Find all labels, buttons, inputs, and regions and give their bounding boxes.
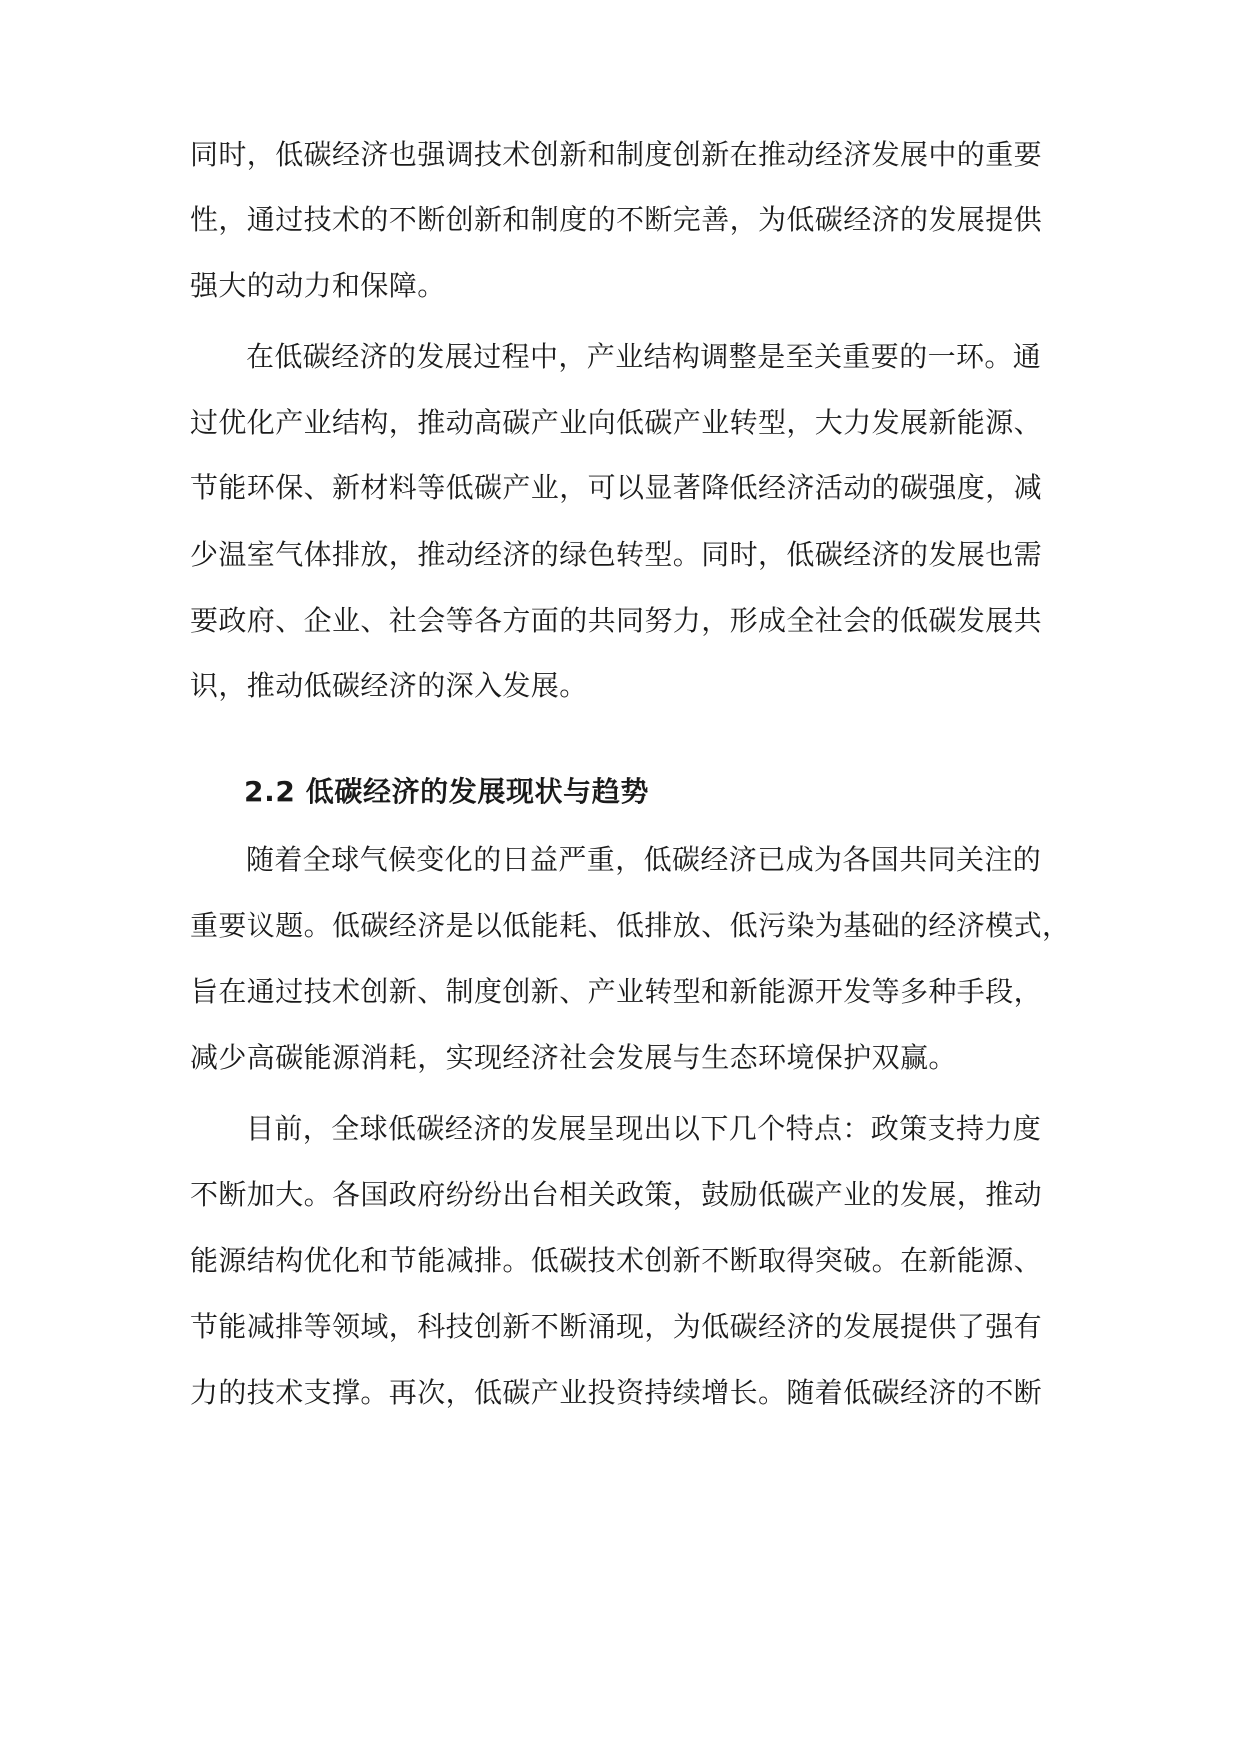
text-line: 力的技术支撑。再次，低碳产业投资持续增长。随着低碳经济的不断 — [190, 1376, 1043, 1409]
text-line: 重要议题。低碳经济是以低能耗、低排放、低污染为基础的经济模式， — [190, 909, 1070, 942]
text-line: 在低碳经济的发展过程中，产业结构调整是至关重要的一环。通 — [246, 340, 1042, 373]
text-line: 不断加大。各国政府纷纷出台相关政策，鼓励低碳产业的发展，推动 — [190, 1178, 1043, 1211]
text-line: 性，通过技术的不断创新和制度的不断完善，为低碳经济的发展提供 — [190, 203, 1043, 236]
text-line: 强大的动力和保障。 — [190, 269, 446, 302]
text-line: 节能减排等领域，科技创新不断涌现，为低碳经济的发展提供了强有 — [190, 1310, 1043, 1343]
text-line: 识，推动低碳经济的深入发展。 — [190, 669, 588, 702]
text-line: 同时，低碳经济也强调技术创新和制度创新在推动经济发展中的重要 — [190, 138, 1043, 171]
text-line: 减少高碳能源消耗，实现经济社会发展与生态环境保护双赢。 — [190, 1041, 957, 1074]
text-line: 能源结构优化和节能减排。低碳技术创新不断取得突破。在新能源、 — [190, 1244, 1043, 1277]
text-line: 目前，全球低碳经济的发展呈现出以下几个特点：政策支持力度 — [246, 1112, 1042, 1145]
section-heading: 2.2 低碳经济的发展现状与趋势 — [244, 775, 649, 808]
text-line: 要政府、企业、社会等各方面的共同努力，形成全社会的低碳发展共 — [190, 604, 1043, 637]
text-line: 节能环保、新材料等低碳产业，可以显著降低经济活动的碳强度，减 — [190, 471, 1043, 504]
text-line: 少温室气体排放，推动经济的绿色转型。同时，低碳经济的发展也需 — [190, 538, 1043, 571]
text-line: 随着全球气候变化的日益严重，低碳经济已成为各国共同关注的 — [246, 843, 1042, 876]
text-line: 旨在通过技术创新、制度创新、产业转型和新能源开发等多种手段， — [190, 975, 1043, 1008]
text-line: 过优化产业结构，推动高碳产业向低碳产业转型，大力发展新能源、 — [190, 406, 1043, 439]
